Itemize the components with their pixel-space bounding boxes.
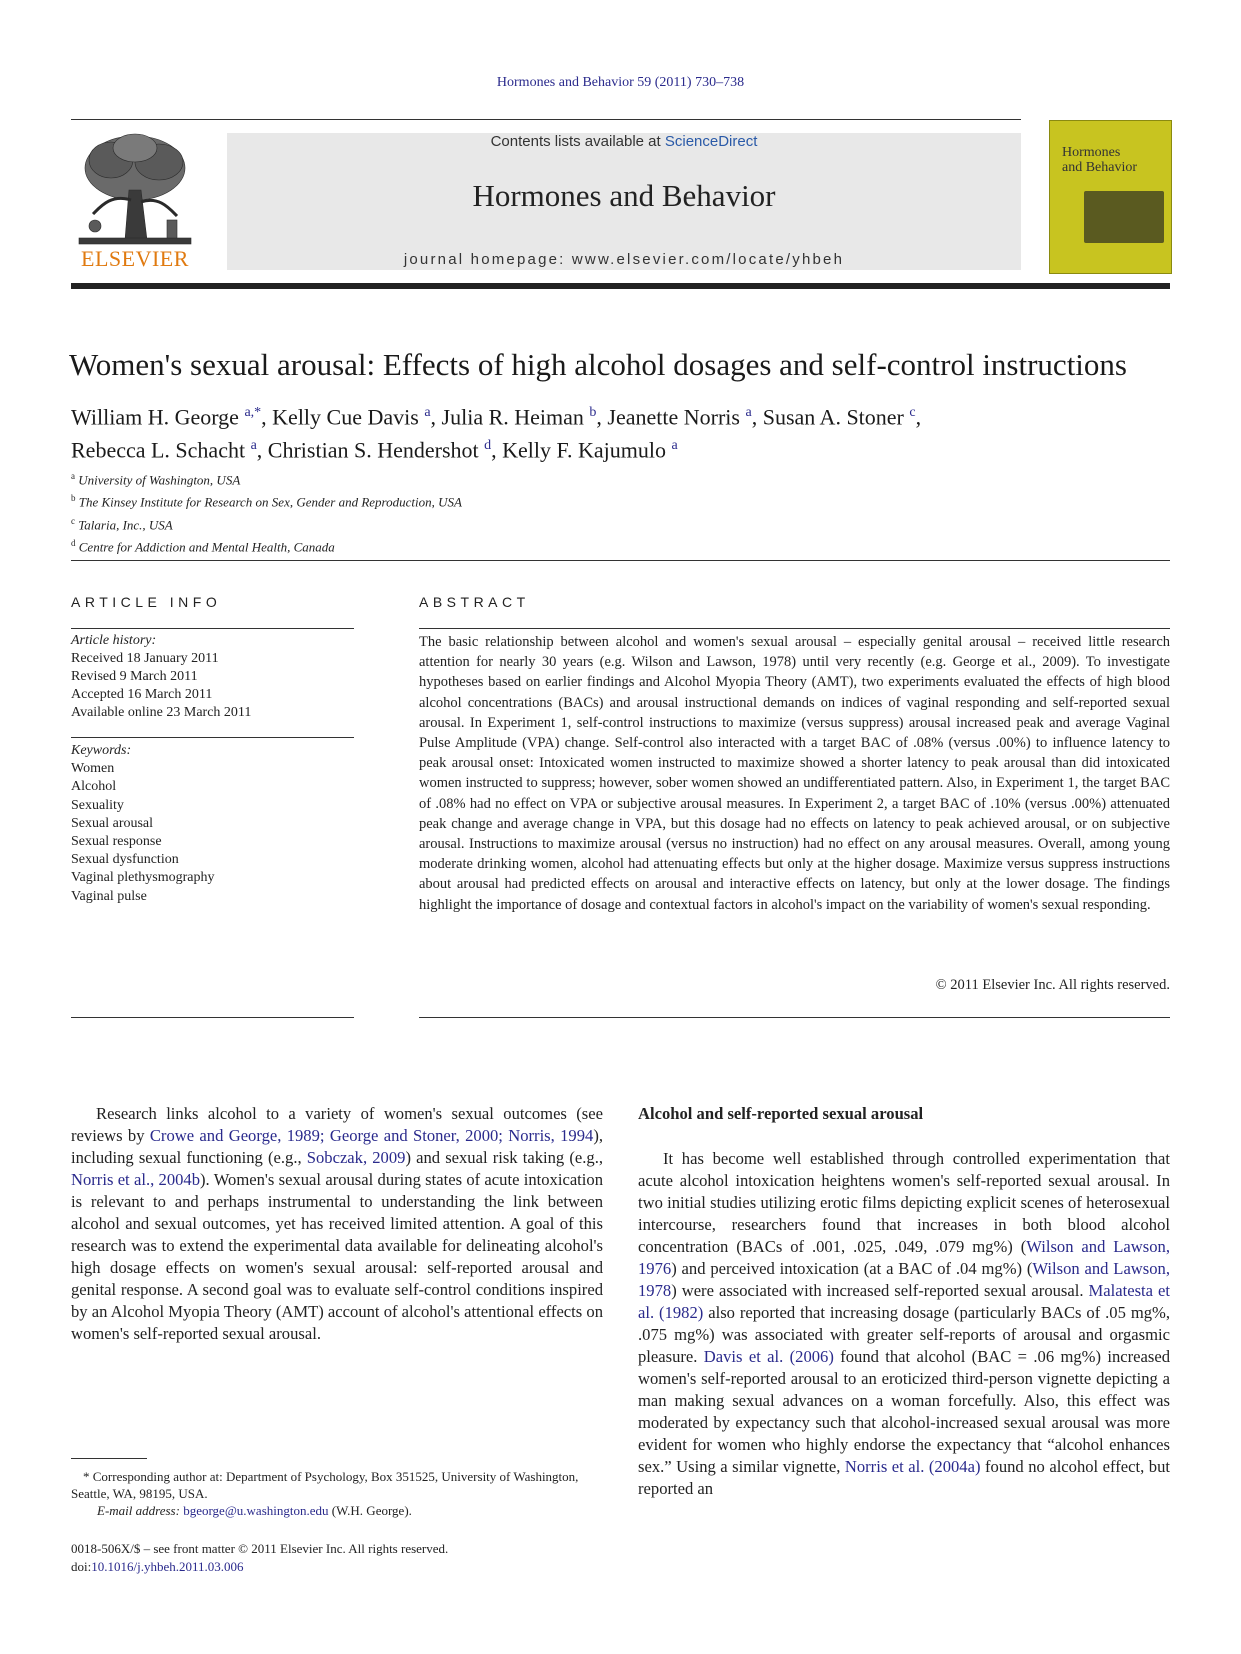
author-name[interactable]: Kelly F. Kajumulo bbox=[502, 437, 666, 463]
article-info-rule bbox=[71, 628, 354, 629]
front-matter bbox=[71, 1540, 448, 1576]
keyword-item: Women bbox=[71, 761, 115, 777]
front-matter-text: 0018-506X/$ – see front matter © 2011 Elsevier Inc. All rights reserved. bbox=[71, 1541, 449, 1556]
section-paragraph bbox=[638, 1148, 1170, 1500]
text-run: It has become well established through controlled experimentation that acute alcohol intoxication heightens women's self-reported sexual arousal. In two initial studies utilizing erotic films depicting explicit scenes of heterosexual intercourse, researchers found that increases in both blood alcohol concentration (BACs of .001, .025, .049, .079 mg%) ( bbox=[638, 1149, 1170, 1256]
citation-link[interactable]: Sobczak, 2009 bbox=[306, 1148, 406, 1167]
keyword-item: Sexuality bbox=[71, 797, 124, 813]
affiliation-item bbox=[71, 534, 462, 556]
citation-link[interactable]: Norris et al., 2004b bbox=[71, 1170, 201, 1189]
footnote-star: * bbox=[83, 1469, 90, 1484]
header-rule bbox=[71, 119, 1021, 120]
text-run: Research links alcohol to a variety of women's sexual outcomes (see reviews by bbox=[71, 1104, 603, 1145]
keyword-item: Sexual arousal bbox=[71, 815, 154, 831]
author-name[interactable]: Rebecca L. Schacht bbox=[71, 437, 246, 463]
keyword-item: Vaginal plethysmography bbox=[71, 870, 215, 886]
cover-title-line2: and Behavior bbox=[1062, 160, 1138, 175]
section-heading: Alcohol and self-reported sexual arousal bbox=[638, 1104, 924, 1123]
author-affil-mark[interactable]: a bbox=[671, 438, 678, 454]
article-info-heading: ARTICLE INFO bbox=[71, 594, 222, 610]
author-name[interactable]: Christian S. Hendershot bbox=[267, 437, 479, 463]
article-info-bottom-rule bbox=[71, 1017, 354, 1018]
email-link[interactable]: bgeorge@u.washington.edu bbox=[183, 1503, 329, 1518]
affiliation-text: Talaria, Inc., USA bbox=[78, 516, 173, 532]
citation-link[interactable]: Wilson and Lawson, 1976 bbox=[638, 1237, 1170, 1278]
keyword-item: Vaginal pulse bbox=[71, 888, 147, 904]
contents-line bbox=[227, 133, 1021, 150]
author-name[interactable]: William H. George bbox=[71, 404, 239, 430]
history-item: Revised 9 March 2011 bbox=[71, 669, 198, 684]
keywords-rule bbox=[71, 737, 354, 738]
affiliation-text: The Kinsey Institute for Research on Sex, Gender and Reproduction, USA bbox=[78, 494, 462, 510]
contents-prefix: Contents lists available at bbox=[490, 133, 665, 150]
history-label: Article history: bbox=[71, 633, 157, 648]
keyword-item: Alcohol bbox=[71, 779, 117, 795]
cover-title bbox=[1062, 145, 1137, 175]
text-run: found that alcohol (BAC = .06 mg%) increased women's self-reported arousal to an eroticized third-person vignette depicting a man making sexual advances on a woman forcefully. Also, this effect was moderated by expectancy such that alcohol-increased sexual arousal was more evident for women who highly endorse the expectancy that “alcohol enhances sex.” Using a similar vignette, bbox=[638, 1347, 1170, 1476]
cover-image bbox=[1084, 191, 1164, 243]
history-item: Received 18 January 2011 bbox=[71, 651, 219, 666]
text-run: ) and perceived intoxication (at a BAC of .04 mg%) ( bbox=[671, 1259, 1033, 1278]
footnote-text: Corresponding author at: Department of Psychology, Box 351525, University of Washington, Seattle, WA, 98195, USA. bbox=[71, 1469, 579, 1501]
author-affil-mark[interactable]: a bbox=[424, 405, 431, 420]
footnote-corresponding bbox=[71, 1468, 603, 1502]
header-thick-rule bbox=[71, 283, 1170, 289]
author-list bbox=[71, 398, 1171, 465]
abstract-bottom-rule bbox=[419, 1017, 1170, 1018]
keyword-item: Sexual response bbox=[71, 834, 162, 850]
affiliation-item bbox=[71, 489, 462, 511]
affiliation-mark: a bbox=[71, 471, 75, 481]
affiliation-item bbox=[71, 467, 462, 489]
abstract-rule bbox=[419, 628, 1170, 629]
authors-line-2: Rebecca L. Schacht $^a$, Christian S. Hendershot $^d$, Kelly F. Kajumulo $^a$ bbox=[71, 437, 678, 463]
history-item: Available online 23 March 2011 bbox=[71, 705, 252, 720]
text-run: ), including sexual functioning (e.g., bbox=[71, 1126, 603, 1167]
citation-link[interactable]: Davis et al. (2006) bbox=[703, 1347, 834, 1366]
author-affil-mark[interactable]: a,* bbox=[244, 405, 262, 420]
abstract-text: The basic relationship between alcohol and women's sexual arousal – especially genital arousal – received little research attention for nearly 30 years (e.g. Wilson and Lawson, 1978) until very recently (e.g. George et al., 2009). To investigate hypotheses based on earlier findings and Alcohol Myopia Theory (AMT), two experiments evaluated the effects of high blood alcohol concentrations (BACs) and arousal instructional demands on indices of vaginal responding and self-reported sexual arousal. In Experiment 1, self-control instructions to maximize (versus suppress) arousal increased peak and average Vaginal Pulse Amplitude (VPA) change. Self-control also interacted with a target BAC of .08% (versus .00%) to influence latency to peak arousal onset: Intoxicated women instructed to maximize showed a shorter latency to peak arousal than did intoxicated women instructed to suppress; however, sober women showed an undifferentiated pattern. Also, in Experiment 1, the target BAC of .08% had no effect on VPA or subjective arousal measures. In Experiment 2, a target BAC of .10% (versus .00%) attenuated peak change and average change in VPA, but this dosage had no effects on latency to peak achieved arousal, or on subjective arousal. Instructions to maximize arousal (versus no instruction) had no effect on any arousal measures. Overall, among young moderate drinking women, alcohol had attenuating effects but only at the higher dosage. Maximize versus suppress instructions about arousal had predicted effects on arousal and interactive effects on latency, but only at the lower dosage. The findings highlight the importance of dosage and contextual factors in alcohol's impact on the variability of women's sexual responding. bbox=[419, 634, 1170, 913]
intro-column bbox=[71, 1103, 603, 1345]
footnote-email-line bbox=[71, 1502, 603, 1519]
author-name[interactable]: Susan A. Stoner bbox=[762, 404, 904, 430]
journal-citation[interactable]: Hormones and Behavior 59 (2011) 730–738 bbox=[496, 75, 745, 90]
affiliation-text: Centre for Addiction and Mental Health, Canada bbox=[78, 539, 335, 555]
journal-homepage[interactable]: journal homepage: www.elsevier.com/locate/yhbeh bbox=[403, 251, 845, 268]
author-name[interactable]: Jeanette Norris bbox=[607, 404, 740, 430]
elsevier-tree-icon bbox=[71, 130, 199, 250]
email-label: E-mail address: bbox=[97, 1503, 180, 1518]
text-run: ) were associated with increased self-reported sexual arousal. bbox=[671, 1281, 1089, 1300]
affiliation-item bbox=[71, 512, 462, 534]
article-title: Women's sexual arousal: Effects of high alcohol dosages and self-control instructions bbox=[69, 347, 1127, 382]
keyword-item: Sexual dysfunction bbox=[71, 852, 179, 868]
elsevier-logo[interactable] bbox=[71, 130, 199, 272]
intro-paragraph bbox=[71, 1103, 603, 1345]
elsevier-wordmark: ELSEVIER bbox=[81, 246, 189, 271]
author-name[interactable]: Kelly Cue Davis bbox=[272, 404, 419, 430]
history-item: Accepted 16 March 2011 bbox=[71, 687, 213, 702]
keywords bbox=[71, 742, 214, 906]
email-owner: (W.H. George). bbox=[331, 1503, 412, 1518]
author-affil-mark[interactable]: a bbox=[745, 405, 752, 420]
cover-title-line1: Hormones bbox=[1062, 145, 1121, 160]
affiliation-mark: d bbox=[71, 537, 76, 548]
affiliation-text: University of Washington, USA bbox=[78, 472, 241, 488]
affiliation-mark: c bbox=[71, 515, 75, 526]
footnote-rule bbox=[71, 1458, 147, 1459]
affiliation-mark: b bbox=[71, 493, 76, 504]
citation-link[interactable]: Malatesta et al. (1982) bbox=[638, 1281, 1170, 1322]
author-affil-mark[interactable]: a bbox=[250, 438, 257, 454]
journal-cover-thumbnail[interactable] bbox=[1049, 120, 1172, 274]
text-run: found no alcohol effect, but reported an bbox=[638, 1457, 1170, 1498]
text-run: ). Women's sexual arousal during states of acute intoxication is relevant to and perhaps instrumental to understanding the link between alcohol and sexual outcomes, yet has received limited attention. A goal of this research was to extend the experimental data available for delineating alcohol's high dosage effects on women's sexual arousal: self-reported arousal and genital response. A second goal was to evaluate self-control conditions inspired by an Alcohol Myopia Theory (AMT) account of alcohol's attentional effects on women's self-reported sexual arousal. bbox=[71, 1170, 603, 1343]
affiliations bbox=[71, 467, 462, 556]
citation-link[interactable]: Crowe and George, 1989; George and Stoner, 2000; Norris, 1994 bbox=[149, 1126, 594, 1145]
keywords-label: Keywords: bbox=[71, 743, 132, 758]
sciencedirect-link[interactable]: ScienceDirect bbox=[664, 133, 758, 150]
citation-link[interactable]: Wilson and Lawson, 1978 bbox=[638, 1259, 1170, 1300]
text-run: ) and sexual risk taking (e.g., bbox=[405, 1148, 603, 1167]
corresponding-author-footnote bbox=[71, 1468, 603, 1519]
author-affil-mark[interactable]: d bbox=[484, 438, 492, 454]
citation-link[interactable]: Norris et al. (2004a) bbox=[844, 1457, 981, 1476]
article-history bbox=[71, 632, 251, 722]
doi-label: doi: bbox=[71, 1559, 92, 1574]
abstract-copyright: © 2011 Elsevier Inc. All rights reserved. bbox=[935, 977, 1170, 993]
author-affil-mark[interactable]: b bbox=[589, 405, 597, 420]
author-affil-mark[interactable]: c bbox=[909, 405, 916, 420]
text-run: also reported that increasing dosage (particularly BACs of .05 mg%, .075 mg%) was associated with greater self-reports of arousal and orgasmic pleasure. bbox=[638, 1303, 1170, 1366]
title-separator bbox=[71, 560, 1170, 561]
section-column bbox=[638, 1148, 1170, 1500]
doi-link[interactable]: 10.1016/j.yhbeh.2011.03.006 bbox=[91, 1559, 244, 1574]
authors-line-1: William H. George $^{a,*}$, Kelly Cue Davis $^a$, Julia R. Heiman $^b$, Jeanette Norris $^a$, Susan A. Stoner $^c$, bbox=[71, 404, 922, 430]
doi-line bbox=[71, 1558, 448, 1576]
abstract-heading: ABSTRACT bbox=[419, 594, 530, 610]
author-name[interactable]: Julia R. Heiman bbox=[441, 404, 584, 430]
journal-name: Hormones and Behavior bbox=[472, 178, 776, 213]
